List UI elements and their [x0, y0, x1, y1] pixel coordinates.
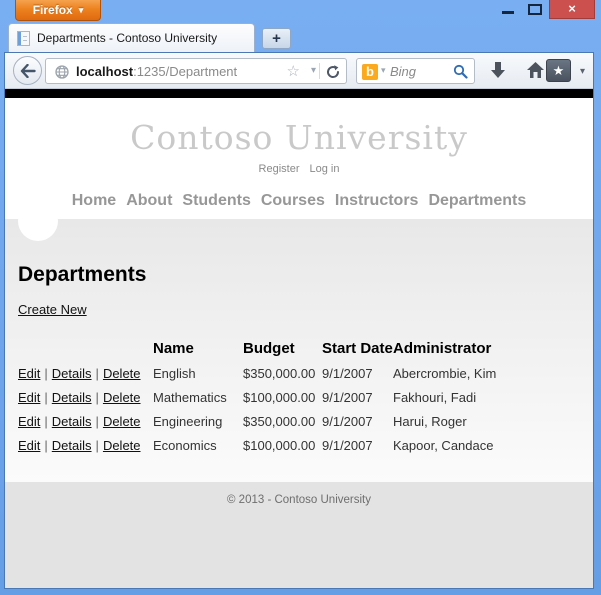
- bookmarks-dropdown-icon[interactable]: ▾: [579, 66, 585, 77]
- site-footer: [5, 482, 593, 588]
- separator: |: [95, 413, 99, 429]
- reload-icon[interactable]: [325, 64, 341, 80]
- edit-link[interactable]: Edit: [18, 365, 41, 381]
- cell-start-date: 9/1/2007: [322, 437, 373, 453]
- row-actions: [18, 366, 153, 381]
- nav-instructors[interactable]: Instructors: [334, 192, 419, 209]
- cell-name: Mathematics: [153, 389, 227, 405]
- main-nav: [5, 192, 593, 210]
- url-text: [76, 64, 237, 79]
- table-row: [5, 361, 593, 385]
- cell-start-date: 9/1/2007: [322, 389, 373, 405]
- nav-home[interactable]: Home: [71, 192, 117, 209]
- separator: |: [44, 413, 48, 429]
- nav-students[interactable]: Students: [182, 192, 251, 209]
- account-links: [5, 163, 593, 175]
- accent-circle: [18, 201, 58, 241]
- nav-about[interactable]: About: [126, 192, 173, 209]
- separator: |: [95, 365, 99, 381]
- create-new-link[interactable]: Create New: [18, 302, 87, 317]
- site-header: [5, 98, 593, 219]
- cell-administrator: Fakhouri, Fadi: [393, 389, 477, 405]
- bookmarks-star-icon: ★: [552, 63, 565, 78]
- edit-link[interactable]: Edit: [18, 389, 41, 405]
- row-actions: [18, 414, 153, 429]
- firefox-menu-button[interactable]: Firefox ▾: [15, 0, 101, 21]
- chevron-down-icon: ▾: [78, 5, 84, 15]
- maximize-button[interactable]: [524, 0, 546, 19]
- details-link[interactable]: Details: [51, 365, 92, 381]
- bing-logo-icon[interactable]: b: [362, 64, 378, 80]
- delete-link[interactable]: Delete: [102, 389, 141, 405]
- cell-name: Economics: [153, 437, 217, 453]
- table-row: [5, 409, 593, 433]
- details-link[interactable]: Details: [51, 437, 92, 453]
- search-engine-dropdown-icon[interactable]: ▾: [381, 65, 386, 75]
- separator: |: [95, 389, 99, 405]
- search-box[interactable]: [356, 58, 475, 84]
- back-button[interactable]: [13, 56, 42, 85]
- chrome-body: [4, 52, 594, 589]
- separator: |: [44, 437, 48, 453]
- close-button[interactable]: ×: [549, 0, 595, 19]
- delete-link[interactable]: Delete: [102, 437, 141, 453]
- register-link[interactable]: Register: [258, 163, 300, 175]
- cell-budget: $100,000.00: [243, 389, 316, 405]
- table-row: [5, 385, 593, 409]
- header-budget: Budget: [243, 339, 295, 357]
- search-icon[interactable]: [453, 64, 468, 79]
- maximize-icon: [528, 4, 542, 15]
- page-favicon-icon: [17, 31, 30, 46]
- new-tab-button[interactable]: +: [262, 28, 291, 49]
- search-input[interactable]: [390, 60, 446, 82]
- header-start-date: Start Date: [322, 339, 393, 357]
- url-host: localhost: [76, 64, 134, 79]
- details-link[interactable]: Details: [51, 413, 92, 429]
- separator: |: [95, 437, 99, 453]
- footer-text: © 2013 - Contoso University: [227, 494, 371, 506]
- main-content: [5, 219, 593, 482]
- delete-link[interactable]: Delete: [102, 365, 141, 381]
- tab-title: Departments - Contoso University: [37, 31, 218, 45]
- cell-start-date: 9/1/2007: [322, 413, 373, 429]
- nav-departments[interactable]: Departments: [428, 192, 527, 209]
- browser-tab[interactable]: [8, 23, 255, 52]
- table-row: [5, 433, 593, 457]
- cell-administrator: Harui, Roger: [393, 413, 467, 429]
- site-title[interactable]: Contoso University: [130, 118, 468, 157]
- bookmarks-panel-button[interactable]: [546, 59, 571, 82]
- edit-link[interactable]: Edit: [18, 437, 41, 453]
- minimize-icon: [502, 11, 514, 14]
- url-bar[interactable]: [45, 58, 347, 84]
- nav-courses[interactable]: Courses: [260, 192, 325, 209]
- cell-name: English: [153, 365, 196, 381]
- cell-start-date: 9/1/2007: [322, 365, 373, 381]
- page-top-bar: [5, 89, 593, 98]
- bookmark-star-icon[interactable]: ☆: [286, 63, 300, 80]
- title-bar: [0, 0, 601, 22]
- separator: |: [44, 365, 48, 381]
- minimize-button[interactable]: [497, 0, 519, 19]
- cell-name: Engineering: [153, 413, 223, 429]
- back-arrow-icon: [20, 64, 36, 78]
- details-link[interactable]: Details: [51, 389, 92, 405]
- page-viewport: [5, 89, 593, 588]
- cell-budget: $350,000.00: [243, 413, 316, 429]
- download-icon[interactable]: [489, 61, 507, 80]
- separator: |: [44, 389, 48, 405]
- header-administrator: Administrator: [393, 339, 492, 357]
- header-name: Name: [153, 339, 194, 357]
- page-title: Departments: [18, 263, 147, 286]
- tab-strip: [0, 22, 601, 52]
- home-icon[interactable]: [526, 61, 545, 79]
- login-link[interactable]: Log in: [309, 163, 340, 175]
- globe-icon: [55, 65, 69, 79]
- table-header-row: [5, 335, 593, 361]
- url-dropdown-icon[interactable]: ▾: [310, 65, 316, 76]
- delete-link[interactable]: Delete: [102, 413, 141, 429]
- edit-link[interactable]: Edit: [18, 413, 41, 429]
- url-path: :1235/Department: [133, 64, 238, 79]
- cell-budget: $350,000.00: [243, 365, 316, 381]
- row-actions: [18, 390, 153, 405]
- divider: [319, 63, 320, 79]
- row-actions: [18, 438, 153, 453]
- cell-budget: $100,000.00: [243, 437, 316, 453]
- navigation-toolbar: [5, 53, 593, 89]
- cell-administrator: Abercrombie, Kim: [393, 365, 497, 381]
- cell-administrator: Kapoor, Candace: [393, 437, 494, 453]
- departments-table: [5, 335, 593, 457]
